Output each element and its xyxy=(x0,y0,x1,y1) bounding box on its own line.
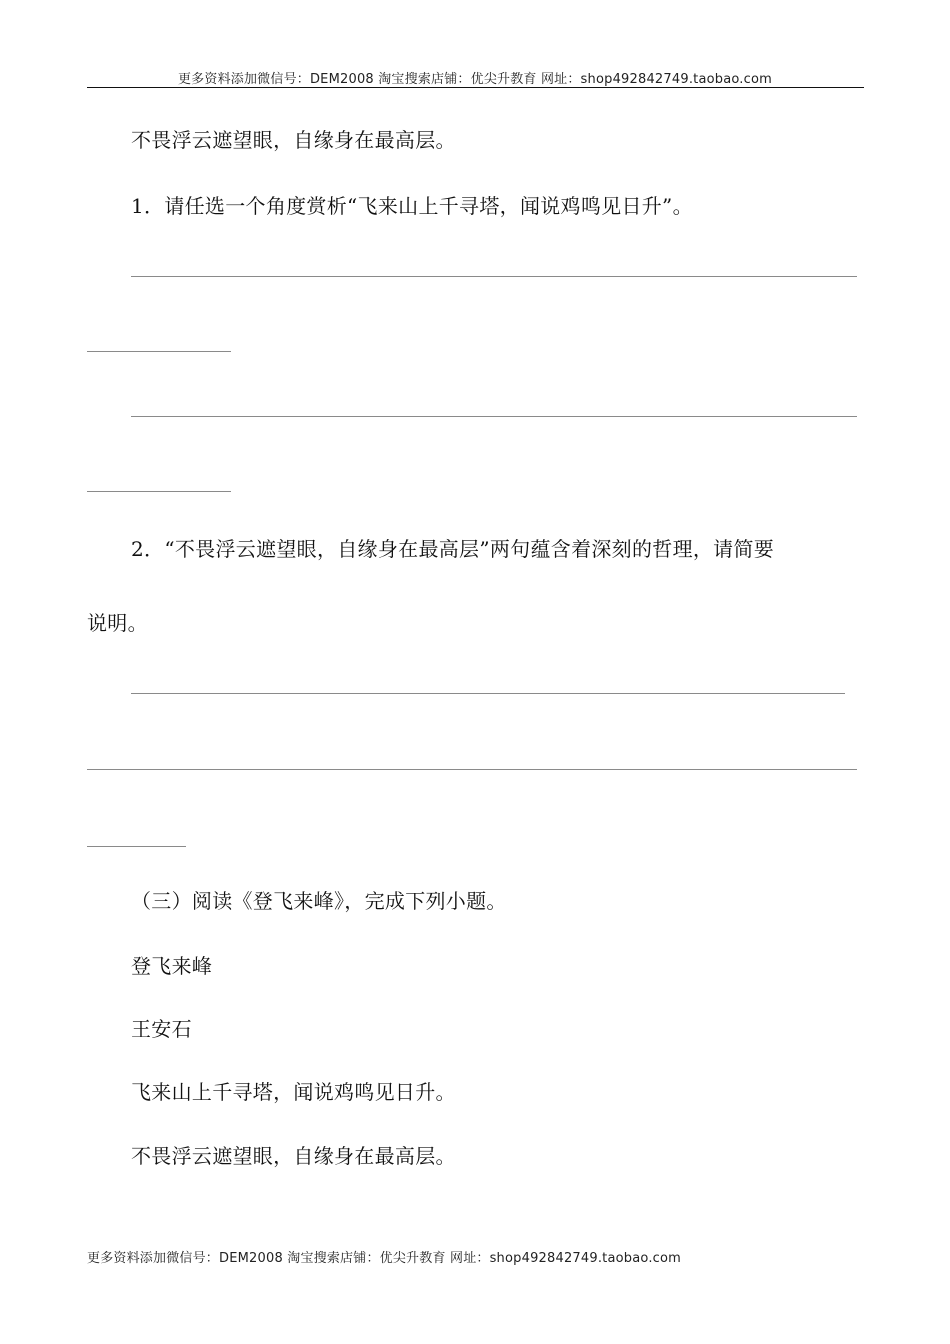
poem-title: 登飞来峰 xyxy=(131,954,213,978)
poem-line-top: 不畏浮云遮望眼，自缘身在最高层。 xyxy=(131,128,456,152)
page-header-text: 更多资料添加微信号：DEM2008 淘宝搜索店铺：优尖升教育 网址：shop492842749.taobao.com xyxy=(177,72,773,87)
poem-line-1: 飞来山上千寻塔，闻说鸡鸣见日升。 xyxy=(131,1080,456,1104)
question-1: 1．请任选一个角度赏析“飞来山上千寻塔，闻说鸡鸣见日升”。 xyxy=(131,194,693,218)
answer-line-q2-3[interactable] xyxy=(87,846,186,847)
poem-line-2: 不畏浮云遮望眼，自缘身在最高层。 xyxy=(131,1144,456,1168)
section-heading: （三）阅读《登飞来峰》，完成下列小题。 xyxy=(131,889,507,913)
answer-line-q2-1[interactable] xyxy=(131,693,845,694)
question-2-line-2: 说明。 xyxy=(87,611,148,635)
answer-line-q2-2[interactable] xyxy=(87,769,857,770)
answer-line-q1-1[interactable] xyxy=(131,276,857,277)
header-divider xyxy=(87,87,864,88)
answer-line-q1-3[interactable] xyxy=(131,416,857,417)
page-footer-text: 更多资料添加微信号：DEM2008 淘宝搜索店铺：优尖升教育 网址：shop492842749.taobao.com xyxy=(87,1251,682,1266)
poem-author: 王安石 xyxy=(131,1017,192,1041)
answer-line-q1-2[interactable] xyxy=(87,351,231,352)
question-2-line-1: 2．“不畏浮云遮望眼，自缘身在最高层”两句蕴含着深刻的哲理，请简要 xyxy=(131,537,775,561)
answer-line-q1-4[interactable] xyxy=(87,491,231,492)
